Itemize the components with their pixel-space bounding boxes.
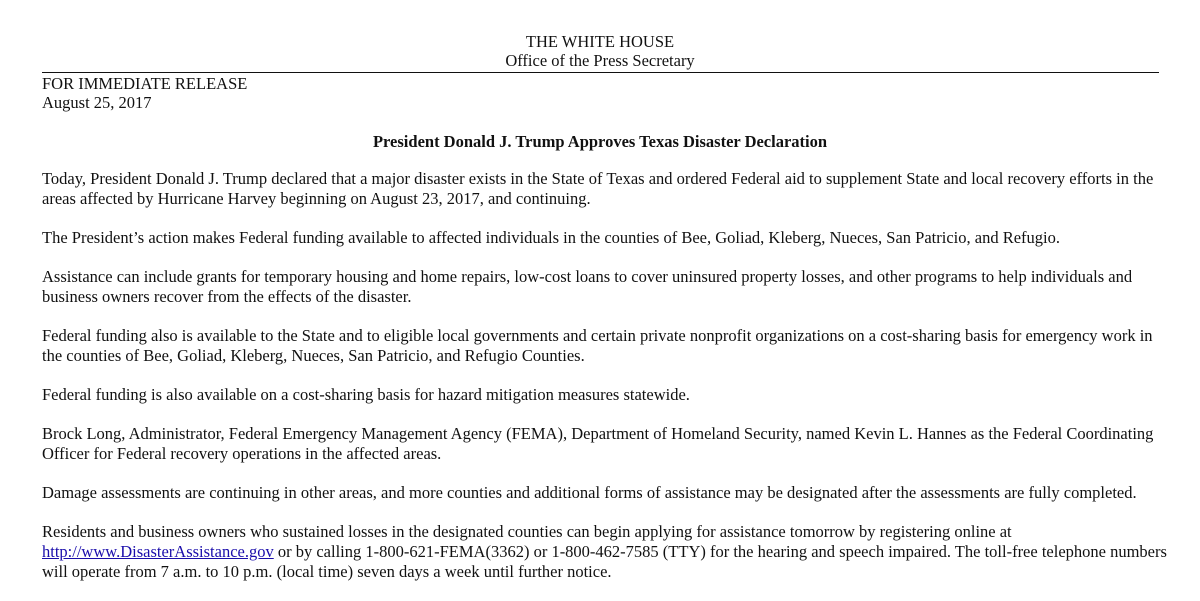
body-paragraph-8 [42,522,1167,582]
body-paragraph-4: Federal funding also is available to the State and to eligible local governments and certain private nonprofit organizations on a cost-sharing basis for emergency work in the counties of Bee, Goliad, Kleberg, Nueces, San Patricio, and Refugio Counties. [42,326,1153,365]
release-label: FOR IMMEDIATE RELEASE [42,74,248,93]
press-release-headline: President Donald J. Trump Approves Texas Disaster Declaration [372,132,828,151]
white-house-title: THE WHITE HOUSE [525,32,675,51]
body-paragraph-1: Today, President Donald J. Trump declared that a major disaster exists in the State of Texas and ordered Federal aid to supplement State and local recovery efforts in the areas affected by Hurricane Harvey beginning on August 23, 2017, and continuing. [42,169,1154,208]
press-office-subtitle: Office of the Press Secretary [505,51,695,70]
paragraph-8-outro: or by calling 1-800-621-FEMA(3362) or 1-800-462-7585 (TTY) for the hearing and speech impaired. The toll-free telephone numbers will operate from 7 a.m. to 10 p.m. (local time) seven days a week until further notice. [42,542,1167,581]
body-paragraph-7: Damage assessments are continuing in other areas, and more counties and additional forms of assistance may be designated after the assessments are fully completed. [42,483,1137,502]
body-paragraph-3: Assistance can include grants for temporary housing and home repairs, low-cost loans to cover uninsured property losses, and other programs to help individuals and business owners recover from the effects of the disaster. [42,267,1133,306]
release-date: August 25, 2017 [42,93,152,112]
body-paragraph-5: Federal funding is also available on a cost-sharing basis for hazard mitigation measures statewide. [42,385,690,404]
body-paragraph-6: Brock Long, Administrator, Federal Emergency Management Agency (FEMA), Department of Homeland Security, named Kevin L. Hannes as the Federal Coordinating Officer for Federal recovery operations in the affected areas. [42,424,1154,463]
press-release-body [42,169,1167,601]
body-paragraph-2: The President’s action makes Federal funding available to affected individuals in the counties of Bee, Goliad, Kleberg, Nueces, San Patricio, and Refugio. [42,228,1060,247]
header-divider [42,72,1159,73]
paragraph-8-intro: Residents and business owners who sustained losses in the designated counties can begin applying for assistance tomorrow by registering online at [42,522,1012,541]
disaster-assistance-link[interactable]: http://www.DisasterAssistance.gov [42,542,274,561]
